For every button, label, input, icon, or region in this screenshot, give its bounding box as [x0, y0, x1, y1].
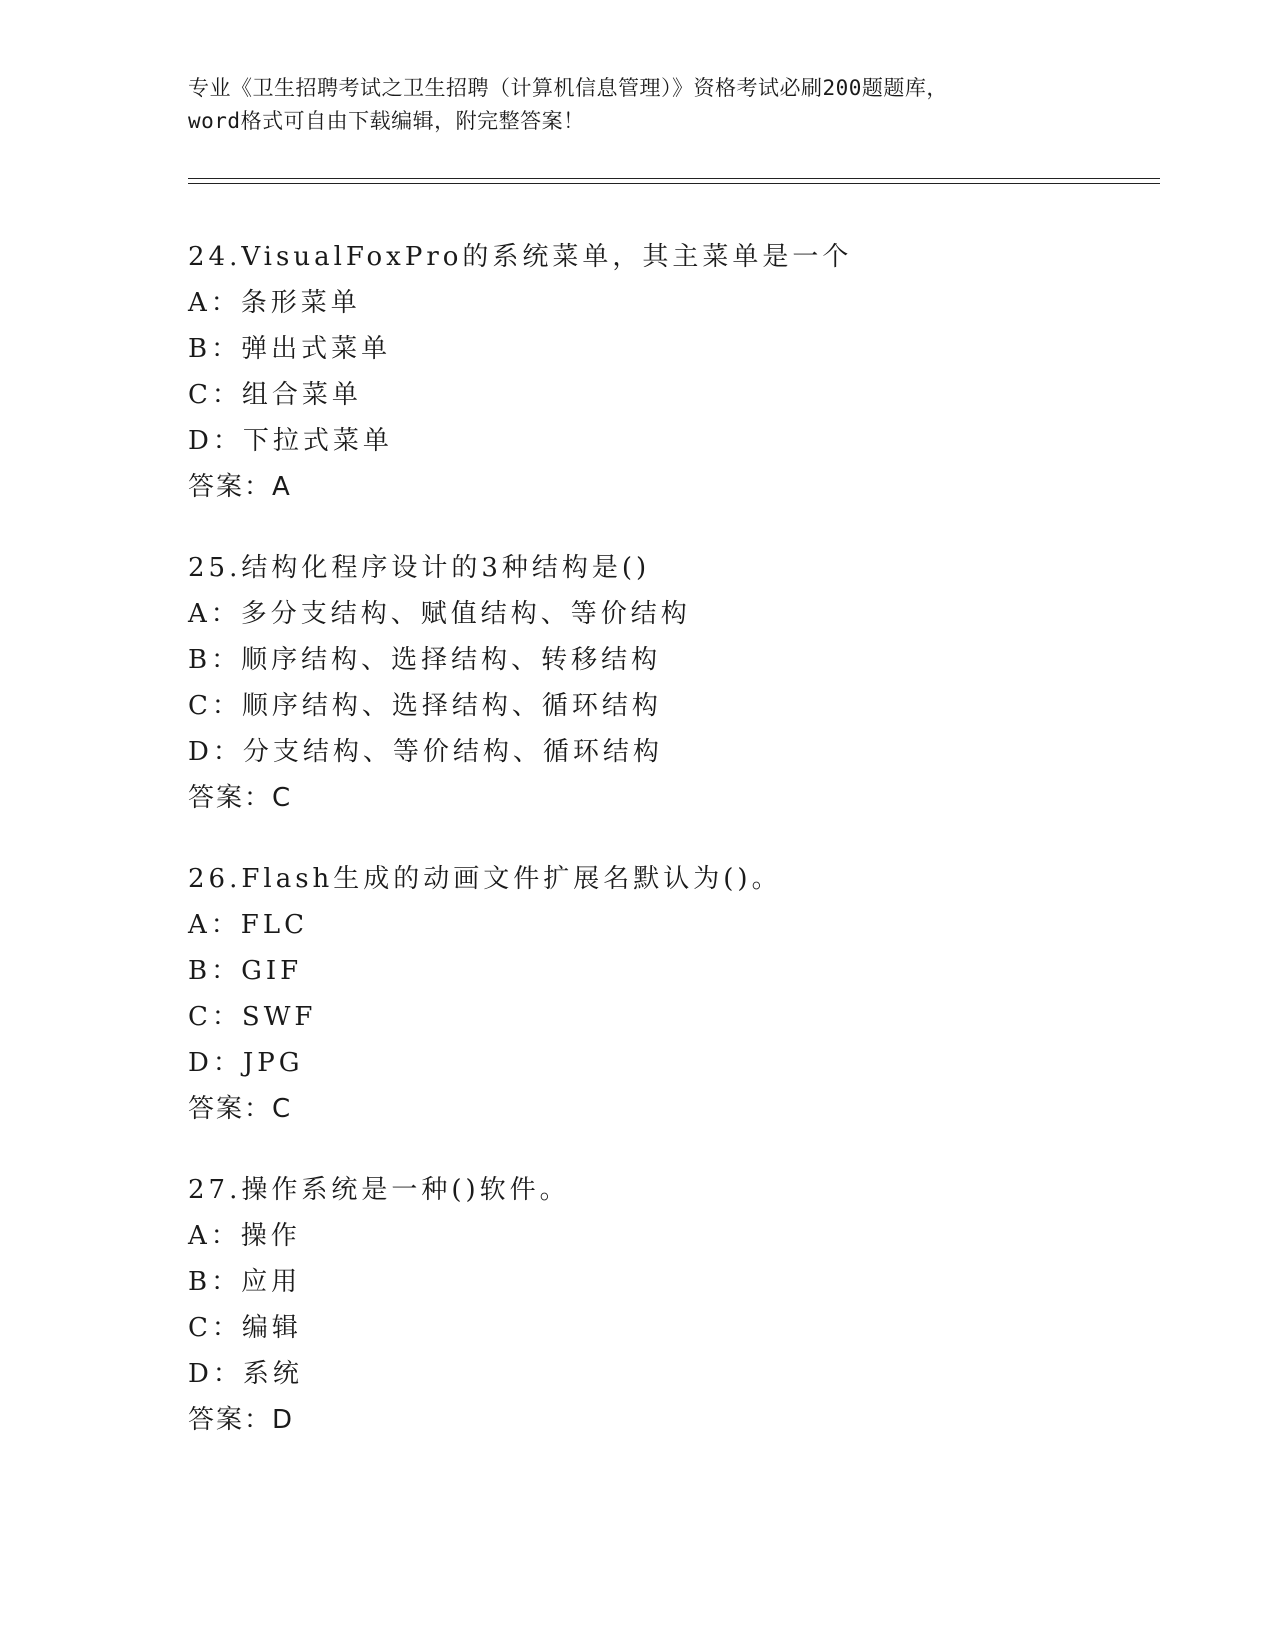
option-b: B：弹出式菜单 [188, 334, 392, 364]
header-divider-bottom [188, 183, 1160, 184]
header-divider-top [188, 178, 1160, 179]
document-header [188, 72, 1088, 138]
question-stem: 27.操作系统是一种()软件。 [188, 1175, 570, 1205]
question-27 [188, 1167, 1168, 1443]
question-26 [188, 856, 1168, 1132]
option-c: C：SWF [188, 1002, 317, 1032]
option-d: D：分支结构、等价结构、循环结构 [188, 737, 663, 767]
question-stem: 24.VisualFoxPro的系统菜单，其主菜单是一个 [188, 242, 853, 272]
question-stem: 26.Flash生成的动画文件扩展名默认为()。 [188, 864, 782, 894]
answer: 答案：C [188, 1094, 293, 1124]
question-stem: 25.结构化程序设计的3种结构是() [188, 553, 651, 583]
option-d: D：JPG [188, 1048, 304, 1078]
option-a: A：FLC [188, 910, 308, 940]
header-line-1: 专业《卫生招聘考试之卫生招聘（计算机信息管理）》资格考试必刷200题题库， [188, 76, 948, 100]
question-24 [188, 234, 1168, 510]
option-a: A：条形菜单 [188, 288, 361, 318]
question-list [188, 234, 1168, 1478]
option-b: B：GIF [188, 956, 303, 986]
option-a: A：操作 [188, 1221, 301, 1251]
option-b: B：顺序结构、选择结构、转移结构 [188, 645, 662, 675]
option-d: D：下拉式菜单 [188, 426, 393, 456]
option-d: D：系统 [188, 1359, 303, 1389]
option-b: B：应用 [188, 1267, 302, 1297]
answer: 答案：C [188, 783, 293, 813]
option-c: C：组合菜单 [188, 380, 362, 410]
header-line-2: word格式可自由下载编辑，附完整答案！ [188, 109, 585, 133]
answer: 答案：A [188, 472, 292, 502]
question-25 [188, 545, 1168, 821]
option-a: A：多分支结构、赋值结构、等价结构 [188, 599, 691, 629]
option-c: C：顺序结构、选择结构、循环结构 [188, 691, 662, 721]
option-c: C：编辑 [188, 1313, 302, 1343]
answer: 答案：D [188, 1405, 295, 1435]
